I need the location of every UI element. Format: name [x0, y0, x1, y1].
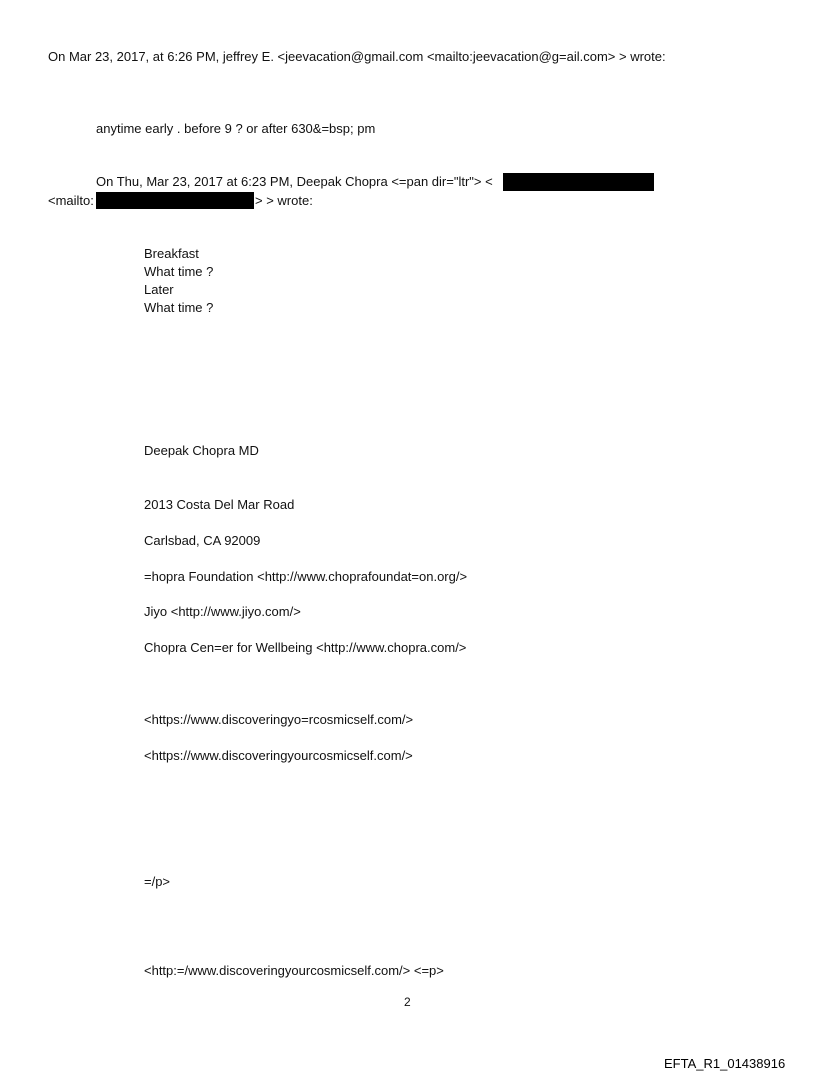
page-number: 2	[404, 995, 411, 1009]
message-line: What time ?	[144, 264, 214, 279]
message-line: Later	[144, 282, 174, 297]
signature-name: Deepak Chopra MD	[144, 443, 259, 458]
redaction-bar	[503, 173, 654, 191]
signature-address-2: Carlsbad, CA 92009	[144, 533, 261, 548]
document-id: EFTA_R1_01438916	[664, 1056, 786, 1071]
mailto-prefix: <mailto:	[48, 193, 94, 208]
signature-link: <https://www.discoveringyo=rcosmicself.com/>	[144, 712, 414, 727]
email-header-jeffrey: On Mar 23, 2017, at 6:26 PM, jeffrey E. <jeevacation@gmail.com <mailto:jeevacation@g=ail.com> > wrote:	[48, 49, 666, 64]
reply-text: anytime early . before 9 ? or after 630&=bsp; pm	[96, 121, 376, 136]
message-line: Breakfast	[144, 246, 199, 261]
signature-jiyo: Jiyo <http://www.jiyo.com/>	[144, 604, 301, 619]
closing-tag-text: =/p>	[144, 874, 171, 889]
signature-foundation: =hopra Foundation <http://www.choprafoundat=on.org/>	[144, 569, 468, 584]
signature-address-1: 2013 Costa Del Mar Road	[144, 497, 295, 512]
signature-center: Chopra Cen=er for Wellbeing <http://www.chopra.com/>	[144, 640, 467, 655]
redaction-bar	[96, 192, 254, 209]
message-line: What time ?	[144, 300, 214, 315]
email-header-deepak: On Thu, Mar 23, 2017 at 6:23 PM, Deepak Chopra <=pan dir="ltr"> <	[96, 174, 493, 189]
signature-link: <http:=/www.discoveringyourcosmicself.com/> <=p>	[144, 963, 444, 978]
mailto-suffix: > > wrote:	[255, 193, 313, 208]
signature-link: <https://www.discoveringyourcosmicself.com/>	[144, 748, 413, 763]
